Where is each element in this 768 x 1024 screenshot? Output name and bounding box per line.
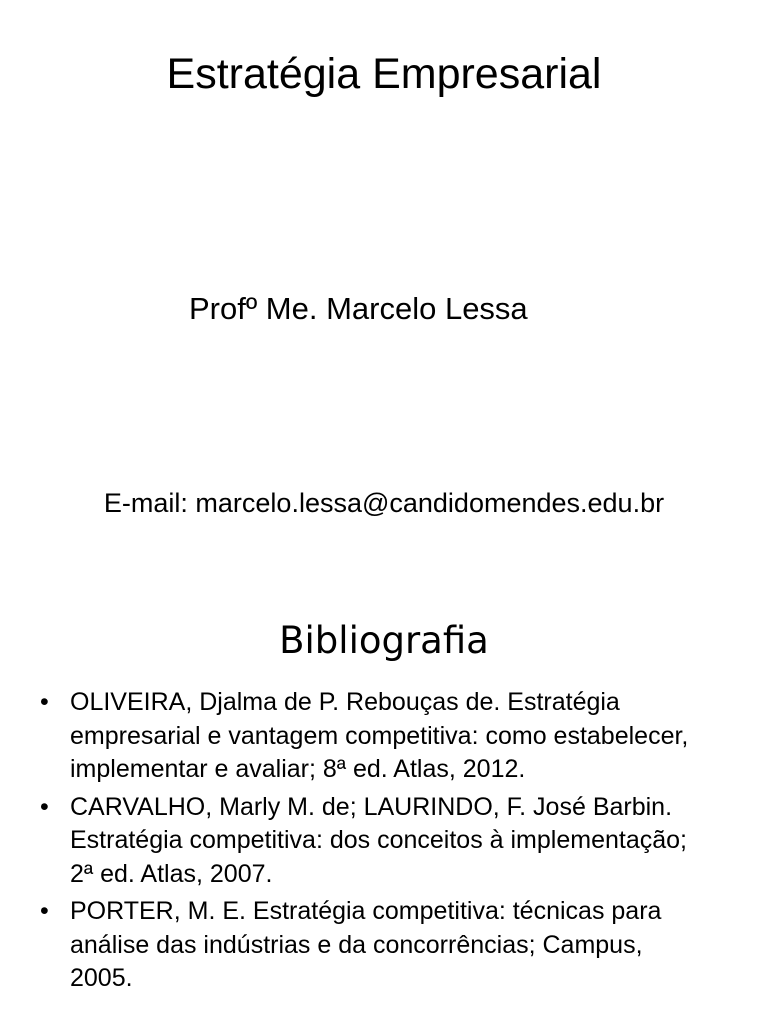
slide-title: Estratégia Empresarial — [166, 50, 602, 98]
bibliography-item-text: PORTER, M. E. Estratégia competitiva: técnicas para análise das indústrias e da concorrências; Campus, 2005. — [70, 897, 662, 992]
professor-name: Profº Me. Marcelo Lessa — [189, 291, 528, 326]
bibliography-item-text: CARVALHO, Marly M. de; LAURINDO, F. José Barbin. Estratégia competitiva: dos conceitos à implementação; 2ª ed. Atlas, 2007. — [70, 792, 687, 888]
bullet-icon: • — [40, 792, 49, 821]
bullet-icon: • — [40, 897, 49, 925]
bibliography-list — [0, 686, 768, 1000]
bibliography-item — [0, 791, 768, 892]
email-line: E-mail: marcelo.lessa@candidomendes.edu.br — [103, 488, 665, 518]
bibliography-heading: Bibliografia — [279, 619, 489, 662]
bibliography-item — [0, 895, 768, 996]
bibliography-item — [0, 686, 768, 787]
bibliography-item-text: OLIVEIRA, Djalma de P. Rebouças de. Estratégia empresarial e vantagem competitiva: como estabelecer, implementar e avaliar; 8ª ed. Atlas, 2012. — [70, 688, 689, 783]
bullet-icon: • — [40, 688, 49, 716]
